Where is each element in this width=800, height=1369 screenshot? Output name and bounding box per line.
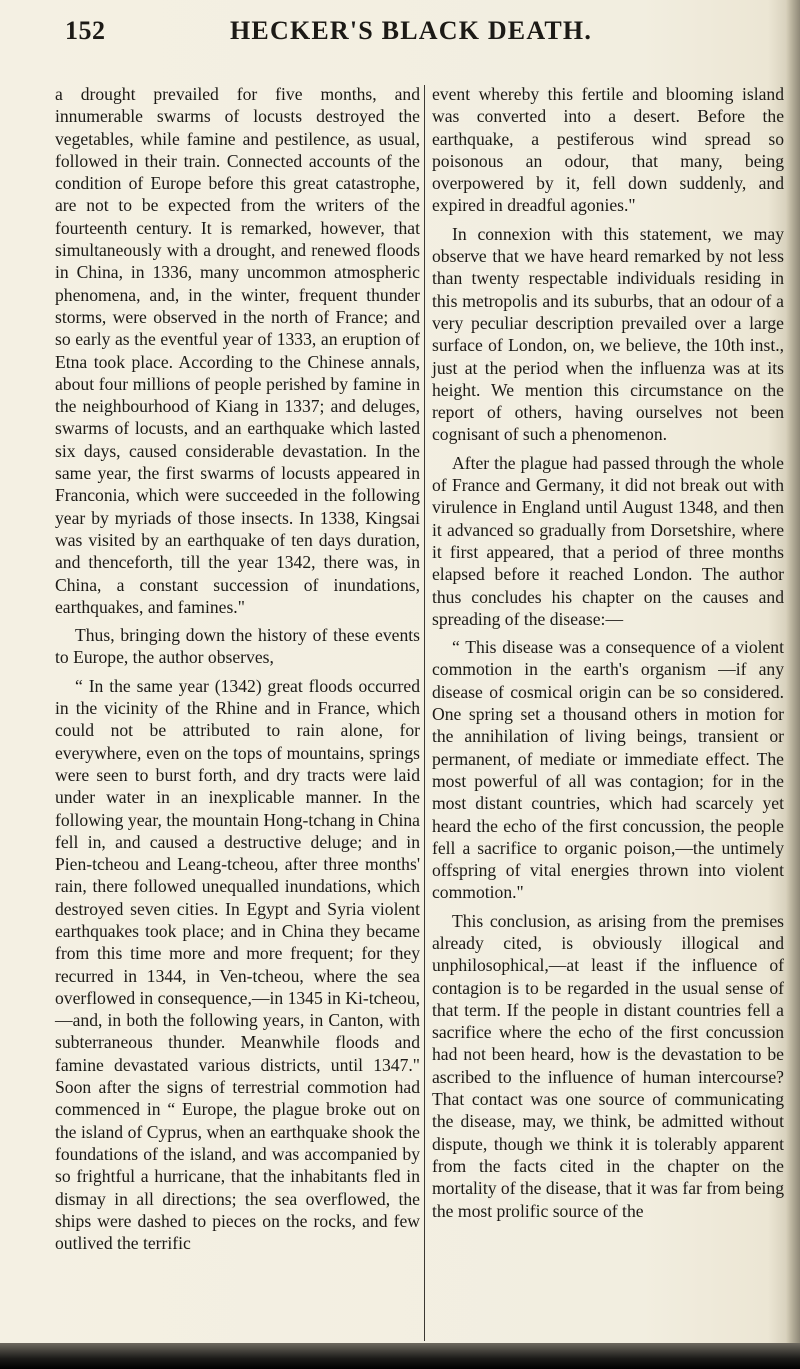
paragraph: After the plague had passed through the whole of France and Germany, it did not break out with virulence in England until August 1348, and then it advanced so gradually from Dorsetshire, where it first appeared, that a period of three months elapsed before it reached London. The author thus concludes his chapter on the causes and spreading of the disease:— <box>432 452 784 629</box>
paragraph: Thus, bringing down the history of these events to Europe, the author observes, <box>55 625 420 668</box>
page-edge-shadow <box>786 0 800 1369</box>
paragraph: In connexion with this statement, we may observe that we have heard remarked by not less than twenty respectable individuals residing in this metropolis and its suburbs, that an odour of a very peculiar description prevailed over a large surface of London, on, we believe, the 10th inst., just at the period when the influenza was at its height. We mention this circumstance on the report of others, having ourselves not been cognisant of such a phenomenon. <box>432 223 784 445</box>
column-divider <box>424 85 425 1341</box>
right-column <box>432 83 784 1228</box>
paragraph: event whereby this fertile and blooming island was converted into a desert. Before the earthquake, a pestiferous wind spread so poisonous an odour, that many, being overpowered by it, fell down suddenly, and expired in dreadful agonies." <box>432 84 784 216</box>
paragraph: “ This disease was a consequence of a violent commotion in the earth's organism —if any disease of cosmical origin can be so considered. One spring set a thousand others in motion for the annihilation of living beings, transient or permanent, of mediate or immediate effect. The most powerful of all was contagion; for in the most distant countries, which had scarcely yet heard the echo of the first concussion, the people fell a sacrifice to organic poison,—the untimely offspring of vital energies thrown into violent commotion." <box>432 637 784 903</box>
running-title: HECKER'S BLACK DEATH. <box>230 16 593 45</box>
paragraph: a drought prevailed for five months, and innumerable swarms of locusts destroyed the vegetables, while famine and pestilence, as usual, followed in their train. Connected accounts of the condition of Europe before this great catastrophe, are not to be expected from the writers of the fourteenth century. It is remarked, however, that simultaneously with a drought, and renewed floods in China, in 1336, many uncommon atmospheric phenomena, and, in the winter, frequent thunder storms, were observed in the north of France; and so early as the eventful year of 1333, an eruption of Etna took place. According to the Chinese annals, about four millions of people perished by famine in the neighbourhood of Kiang in 1337; and deluges, swarms of locusts, and an earthquake which lasted six days, caused considerable devastation. In the same year, the first swarms of locusts appeared in Franconia, which were succeeded in the following year by myriads of those insects. In 1338, Kingsai was visited by an earthquake of ten days duration, and thenceforth, till the year 1342, there was, in China, a constant succession of inundations, earthquakes, and famines." <box>55 84 420 617</box>
scan-bottom-edge <box>0 1343 800 1369</box>
left-column <box>55 83 420 1260</box>
page-header <box>0 16 800 56</box>
page-number: 152 <box>65 16 106 45</box>
paragraph: “ In the same year (1342) great floods occurred in the vicinity of the Rhine and in France, which could not be attributed to rain alone, for everywhere, even on the tops of mountains, springs were seen to burst forth, and dry tracts were laid under water in an inexplicable manner. In the following year, the mountain Hong-tchang in China fell in, and caused a destructive deluge; and in Pien-tcheou and Leang-tcheou, after three months' rain, there followed unequalled inundations, which destroyed seven cities. In Egypt and Syria violent earthquakes took place; and in China they became from this time more and more frequent; for they recurred in 1344, in Ven-tcheou, where the sea overflowed in consequence,—in 1345 in Ki-tcheou,—and, in both the following years, in Canton, with subterraneous thunder. Meanwhile floods and famine devastated various districts, until 1347." Soon after the signs of terrestrial commotion had commenced in “ Europe, the plague broke out on the island of Cyprus, when an earthquake shook the foundations of the island, and was accompanied by so frightful a hurricane, that the inhabitants fled in dismay in all directions; the sea overflowed, the ships were dashed to pieces on the rocks, and few outlived the terrific <box>55 675 420 1254</box>
paragraph: This conclusion, as arising from the premises already cited, is obviously illogical and unphilosophical,—at least if the influence of contagion is to be regarded in the usual sense of that term. If the people in distant countries fell a sacrifice where the echo of the first concussion had not been heard, how is the devastation to be ascribed to the influence of human intercourse? That contact was one source of communicating the disease, may, we think, be admitted without dispute, though we think it is tolerably apparent from the facts cited in the chapter on the mortality of the disease, that it was far from being the most prolific source of the <box>432 910 784 1221</box>
